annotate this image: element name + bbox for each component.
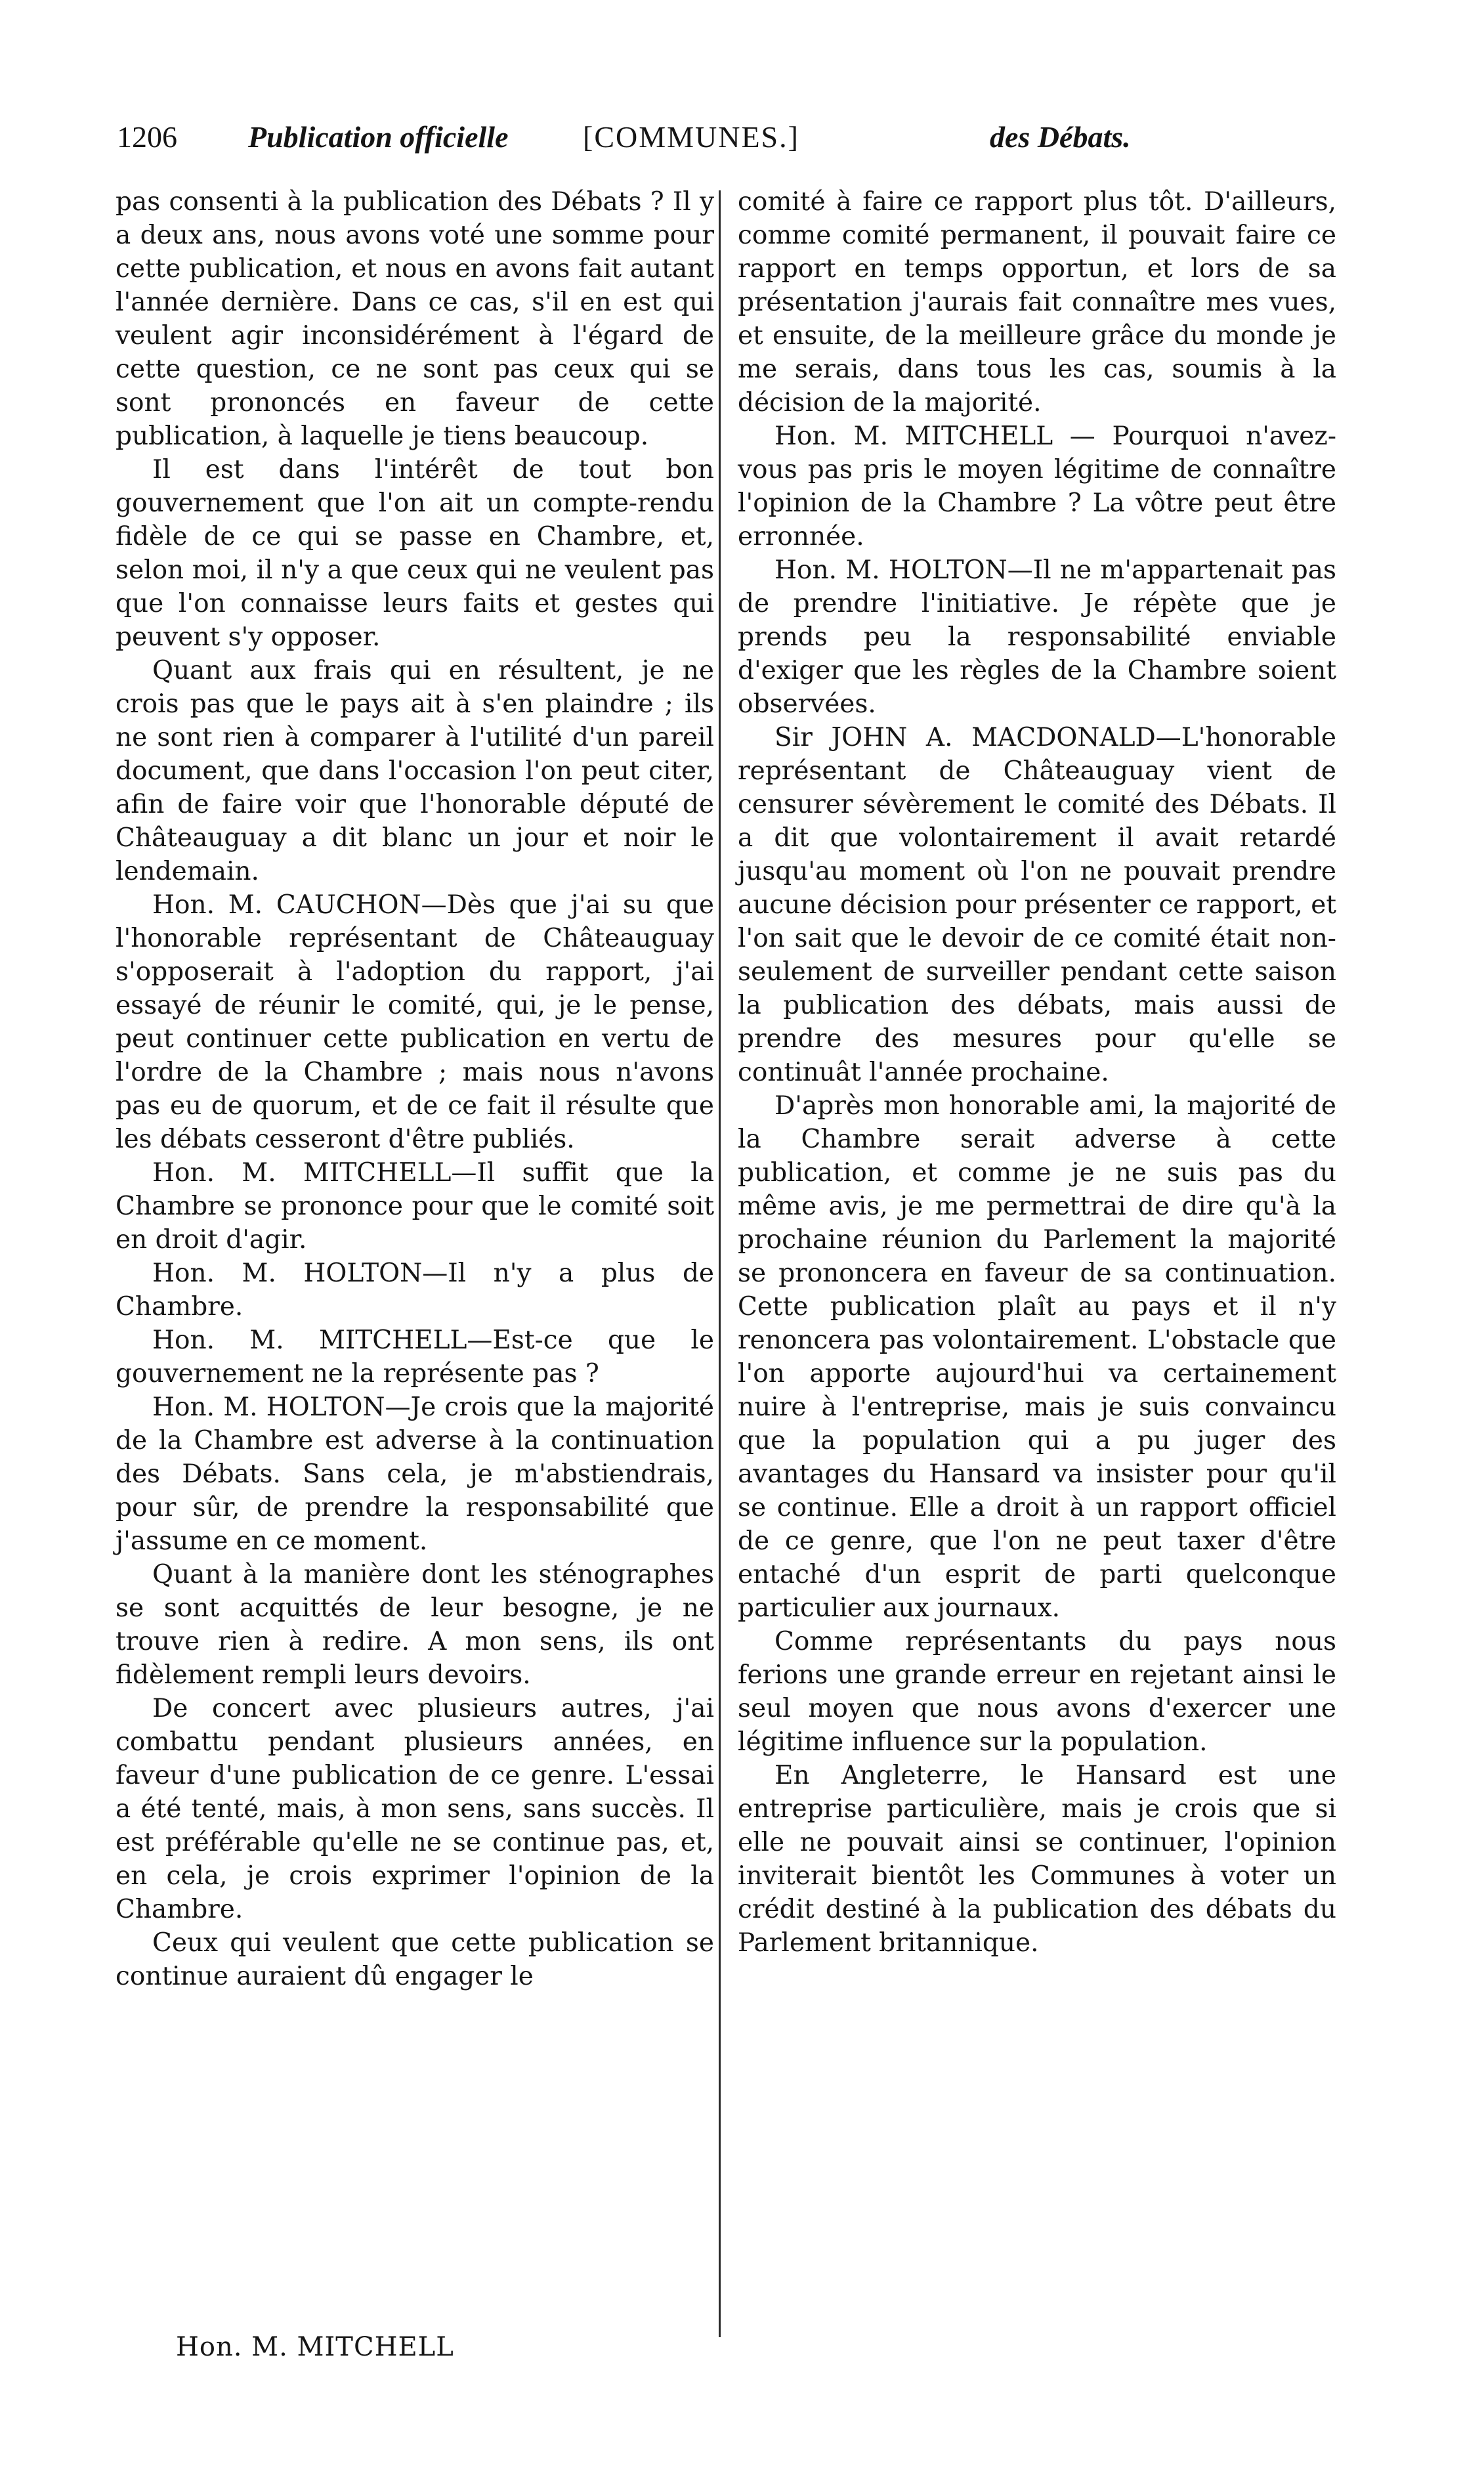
paragraph: Il est dans l'intérêt de tout bon gouvernement que l'on ait un compte-rendu fidèle de ce qui se passe en Chambre, et, selon moi, il n'y a que ceux qui ne veulent pas que l'on connaisse leurs faits et gestes qui peuvent s'y opposer. (116, 455, 714, 652)
paragraph: comité à faire ce rapport plus tôt. D'ailleurs, comme comité permanent, il pouvait faire ce rapport en temps opportun, et lors de sa présentation j'aurais fait connaître mes vues, et ensuite, de la meilleure grâce du monde je me serais, dans tous les cas, soumis à la décision de la majorité. (738, 187, 1336, 418)
paragraph: Ceux qui veulent que cette publication se continue auraient dû engager le (116, 1928, 714, 1991)
paragraph: En Angleterre, le Hansard est une entreprise particulière, mais je crois que si elle ne pouvait ainsi se continuer, l'opinion inviterait bientôt les Communes à voter un crédit destiné à la publication des débats du Parlement britannique. (738, 1761, 1336, 1958)
paragraph: D'après mon honorable ami, la majorité de la Chambre serait adverse à cette publication, et comme je ne suis pas du même avis, je me permettrai de dire qu'à la prochaine réunion du Parlement la majorité se prononcera en faveur de sa continuation. Cette publication plaît au pays et il n'y renoncera pas volontairement. L'obstacle que l'on apporte aujourd'hui va certainement nuire à l'entreprise, mais je suis convaincu que la population qui a pu juger des avantages du Hansard va insister pour qu'il se continue. Elle a droit à un rapport officiel de ce genre, que l'on ne peut taxer d'être entaché d'un esprit de parti quelconque particulier aux journaux. (738, 1091, 1336, 1623)
paragraph: Hon. M. HOLTON—Il n'y a plus de Chambre. (116, 1259, 714, 1322)
paragraph: Hon. M. HOLTON—Je crois que la majorité de la Chambre est adverse à la continuation des Débats. Sans cela, je m'abstiendrais, pour sûr, de prendre la responsabilité que j'assume en ce moment. (116, 1392, 714, 1556)
paragraph: Hon. M. CAUCHON—Dès que j'ai su que l'honorable représentant de Châteauguay s'opposerait à l'adoption du rapport, j'ai essayé de réunir le comité, qui, je le pense, peut continuer cette publication en vertu de l'ordre de la Chambre ; mais nous n'avons pas eu de quorum, et de ce fait il résulte que les débats cesseront d'être publiés. (116, 890, 714, 1154)
paragraph: Hon. M. HOLTON—Il ne m'appartenait pas de prendre l'initiative. Je répète que je prends peu la responsabilité enviable d'exiger que les règles de la Chambre soient observées. (738, 555, 1336, 719)
running-header (117, 112, 1160, 164)
page-number: 1206 (117, 120, 177, 154)
paragraph: Comme représentants du pays nous ferions une grande erreur en rejetant ainsi le seul moyen que nous avons d'exercer une légitime influence sur la population. (738, 1627, 1336, 1757)
paragraph: Sir JOHN A. MACDONALD—L'honorable représentant de Châteauguay vient de censurer sévèrement le comité des Débats. Il a dit que volontairement il avait retardé jusqu'au moment où l'on ne pouvait prendre aucune décision pour présenter ce rapport, et l'on sait que le devoir de ce comité était non-seulement de surveiller pendant cette saison la publication des débats, mais aussi de prendre des mesures pour qu'elle se continuât l'année prochaine. (738, 723, 1336, 1087)
paragraph: Hon. M. MITCHELL — Pourquoi n'avez-vous pas pris le moyen légitime de connaître l'opinion de la Chambre ? La vôtre peut être erronnée. (738, 421, 1336, 551)
header-left-title: Publication officielle (248, 120, 509, 154)
paragraph: Hon. M. MITCHELL—Il suffit que la Chambre se prononce pour que le comité soit en droit d'agir. (116, 1158, 714, 1255)
right-column (738, 185, 1336, 1960)
paragraph: Hon. M. MITCHELL—Est-ce que le gouvernement ne la représente pas ? (116, 1326, 714, 1389)
paragraph: Quant aux frais qui en résultent, je ne crois pas que le pays ait à s'en plaindre ; ils ne sont rien à comparer à l'utilité d'un pareil document, que dans l'occasion l'on peut citer, afin de faire voir que l'honorable député de Châteauguay a dit blanc un jour et noir le lendemain. (116, 656, 714, 886)
paragraph: Quant à la manière dont les sténographes se sont acquittés de leur besogne, je ne trouve rien à redire. A mon sens, ils ont fidèlement rempli leurs devoirs. (116, 1560, 714, 1690)
paragraph: pas consenti à la publication des Débats ? Il y a deux ans, nous avons voté une somme pour cette publication, et nous en avons fait autant l'année dernière. Dans ce cas, s'il en est qui veulent agir inconsidérément à l'égard de cette question, ce ne sont pas ceux qui se sont prononcés en faveur de cette publication, à laquelle je tiens beaucoup. (116, 187, 714, 451)
header-right-title: des Débats. (990, 120, 1131, 154)
catchword: Hon. M. MITCHELL (176, 2332, 454, 2362)
header-center-title: [COMMUNES.] (583, 120, 799, 154)
left-column (116, 185, 714, 1993)
paragraph: De concert avec plusieurs autres, j'ai combattu pendant plusieurs années, en faveur d'une publication de ce genre. L'essai a été tenté, mais, à mon sens, sans succès. Il est préférable qu'elle ne se continue pas, et, en cela, je crois exprimer l'opinion de la Chambre. (116, 1694, 714, 1924)
column-divider (719, 190, 721, 2337)
